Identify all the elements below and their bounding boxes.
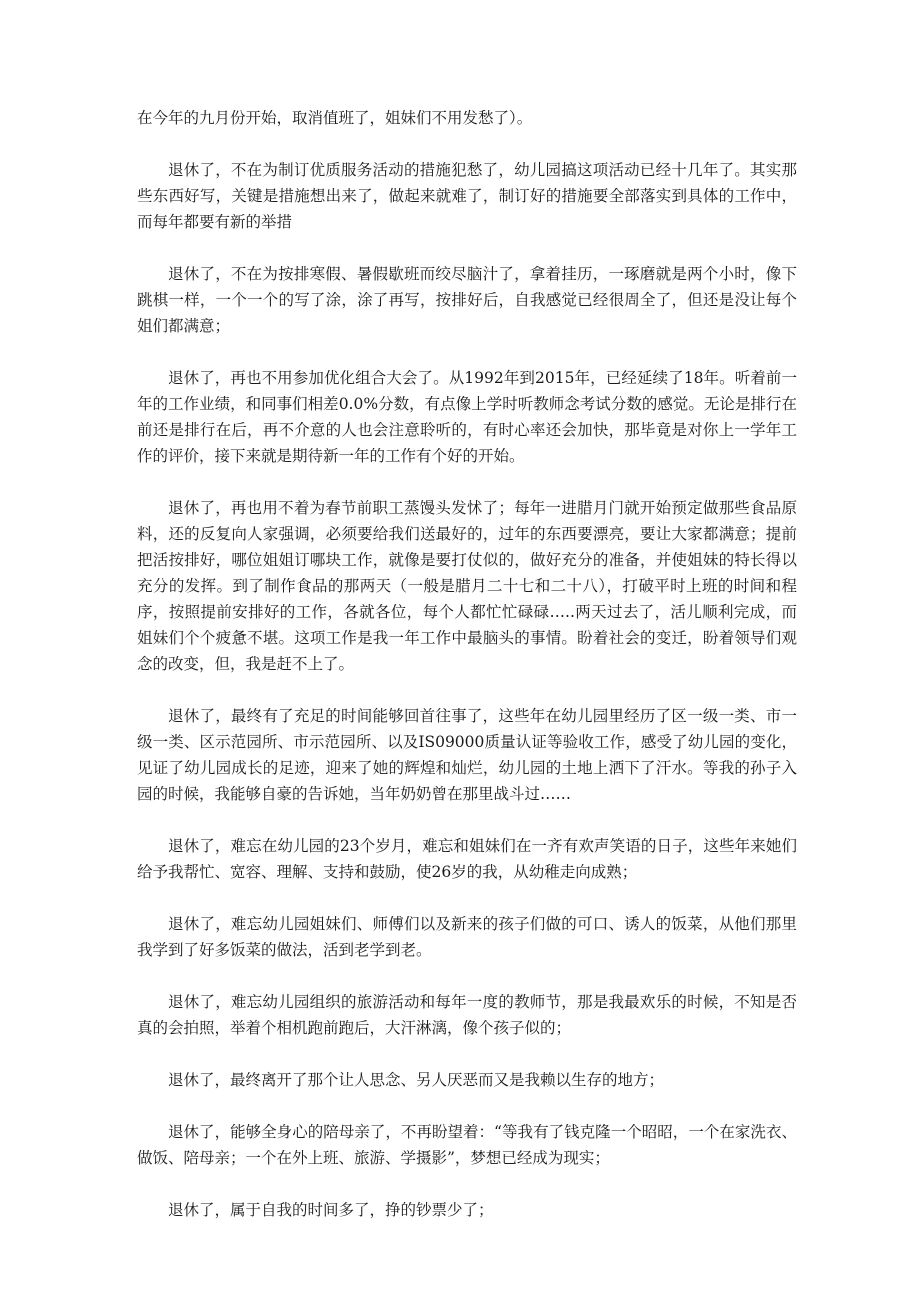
paragraph-6: 退休了，最终有了充足的时间能够回首往事了，这些年在幼儿园里经历了区一级一类、市一级一类、区示范园所、市示范园所、以及IS09000质量认证等验收工作，感受了幼儿园的变化，见证了幼儿园成长的足迹，迎来了她的辉煌和灿烂，幼儿园的土地上洒下了汗水。等我的孙子入园的时候，我能够自豪的告诉她，当年奶奶曾在那里战斗过…… <box>137 707 797 803</box>
paragraph-9: 退休了，难忘幼儿园组织的旅游活动和每年一度的教师节，那是我最欢乐的时候，不知是否真的会拍照，举着个相机跑前跑后，大汗淋漓，像个孩子似的； <box>137 993 797 1037</box>
paragraph-1: 在今年的九月份开始，取消值班了，姐妹们不用发愁了）。 <box>137 109 533 127</box>
paragraph-10: 退休了，最终离开了那个让人思念、另人厌恶而又是我赖以生存的地方； <box>168 1071 665 1089</box>
paragraph-4: 退休了，再也不用参加优化组合大会了。从1992年到2015年，已经延续了18年。听着前一年的工作业绩，和同事们相差0.0%分数，有点像上学时听教师念考试分数的感觉。无论是排行在前还是排行在后，再不介意的人也会注意聆听的，有时心率还会加快，那毕竟是对你上一学年工作的评价，接下来就是期待新一年的工作有个好的开始。 <box>137 369 797 465</box>
paragraph-3: 退休了，不在为按排寒假、暑假歇班而绞尽脑汁了，拿着挂历，一琢磨就是两个小时，像下跳棋一样，一个一个的写了涂，涂了再写，按排好后，自我感觉已经很周全了，但还是没让每个姐们都满意； <box>137 265 797 335</box>
paragraph-7: 退休了，难忘在幼儿园的23个岁月，难忘和姐妹们在一齐有欢声笑语的日子，这些年来她们给予我帮忙、宽容、理解、支持和鼓励，使26岁的我，从幼稚走向成熟； <box>137 837 797 881</box>
paragraph-12: 退休了，属于自我的时间多了，挣的钞票少了； <box>168 1201 494 1219</box>
paragraph-8: 退休了，难忘幼儿园姐妹们、师傅们以及新来的孩子们做的可口、诱人的饭菜，从他们那里我学到了好多饭菜的做法，活到老学到老。 <box>137 915 797 959</box>
paragraph-2: 退休了，不在为制订优质服务活动的措施犯愁了，幼儿园搞这项活动已经十几年了。其实那些东西好写，关键是措施想出来了，做起来就难了，制订好的措施要全部落实到具体的工作中，而每年都要有新的举措 <box>137 161 797 231</box>
paragraph-11: 退休了，能够全身心的陪母亲了，不再盼望着：“等我有了钱克隆一个昭昭，一个在家洗衣、做饭、陪母亲；一个在外上班、旅游、学摄影”，梦想已经成为现实； <box>137 1123 797 1167</box>
paragraph-5: 退休了，再也用不着为春节前职工蒸馒头发怵了；每年一进腊月门就开始预定做那些食品原料，还的反复向人家强调，必须要给我们送最好的，过年的东西要漂亮，要让大家都满意；提前把活按排好，哪位姐姐订哪块工作，就像是要打仗似的，做好充分的准备，并使姐妹的特长得以充分的发挥。到了制作食品的那两天（一般是腊月二十七和二十八），打破平时上班的时间和程序，按照提前安排好的工作，各就各位，每个人都忙忙碌碌…..两天过去了，活儿顺利完成，而姐妹们个个疲惫不堪。这项工作是我一年工作中最脑头的事情。盼着社会的变迁，盼着领导们观念的改变，但，我是赶不上了。 <box>137 499 797 673</box>
document-body <box>137 105 797 1249</box>
